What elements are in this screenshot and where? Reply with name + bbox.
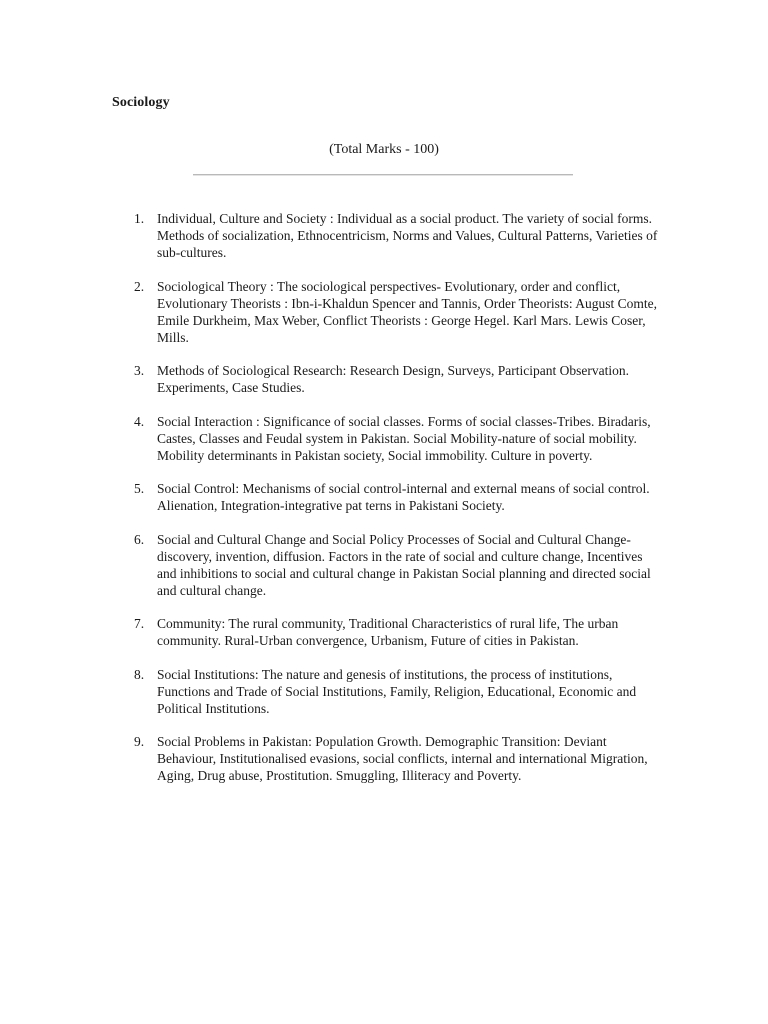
topic-text: Social and Cultural Change and Social Policy Processes of Social and Cultural Change-discovery, invention, diffusion. Factors in the rate of social and culture change, Incentives and inhibitions to social and cultural change in Pakistan Social planning and directed social and cultural change. [157,531,651,598]
topic-text: Community: The rural community, Traditional Characteristics of rural life, The urban community. Rural-Urban convergence, Urbanism, Future of cities in Pakistan. [157,616,619,648]
topic-item-7 [114,615,659,649]
topic-item-2 [114,278,659,346]
topic-text: Sociological Theory : The sociological perspectives- Evolutionary, order and conflict, Evolutionary Theorists : Ibn-i-Khaldun Spencer and Tannis, Order Theorists: August Comte, Emile Durkheim, Max Weber, Conflict Theorists : George Hegel. Karl Mars. Lewis Coser, Mills. [157,278,657,345]
topic-text: Social Interaction : Significance of social classes. Forms of social classes-Tribes. Biradaris, Castes, Classes and Feudal system in Pakistan. Social Mobility-nature of social mobility. Mobility determinants in Pakistan society, Social immobility. Culture in poverty. [157,413,651,463]
horizontal-divider [193,174,573,176]
topic-number: 2. [134,278,145,294]
topic-number: 1. [134,211,145,226]
topic-item-9 [114,733,659,784]
topic-text: Methods of Sociological Research: Research Design, Surveys, Participant Observation. Experiments, Case Studies. [157,363,630,395]
topic-text: Social Institutions: The nature and genesis of institutions, the process of institutions, Functions and Trade of Social Institutions, Family, Religion, Educational, Economic and Political Institutions. [157,666,637,716]
topic-item-8 [114,666,659,717]
topic-text: Social Problems in Pakistan: Population Growth. Demographic Transition: Deviant Behaviour, Institutionalised evasions, social conflicts, internal and international Migration, Aging, Drug abuse, Prostitution. Smuggling, Illiteracy and Poverty. [157,734,648,783]
topic-text: Social Control: Mechanisms of social control-internal and external means of social control. Alienation, Integration-integrative pat terns in Pakistani Society. [157,481,650,513]
total-marks: (Total Marks - 100) [329,142,439,157]
topic-item-1 [114,210,659,261]
topic-number: 8. [134,666,145,682]
topic-list [114,210,659,801]
topic-item-5 [114,480,659,514]
page-title: Sociology [112,95,170,110]
topic-item-4 [114,413,659,464]
topic-number: 6. [134,531,145,547]
topic-item-3 [114,362,659,396]
topic-text: Individual, Culture and Society : Individual as a social product. The variety of social forms. Methods of socialization, Ethnocentricism, Norms and Values, Cultural Patterns, Varieties of sub-cultures. [157,211,658,260]
topic-item-6 [114,531,659,599]
topic-number: 7. [134,616,145,631]
topic-number: 3. [134,363,145,378]
topic-number: 4. [134,413,145,429]
topic-number: 5. [134,481,145,496]
topic-number: 9. [134,734,145,749]
